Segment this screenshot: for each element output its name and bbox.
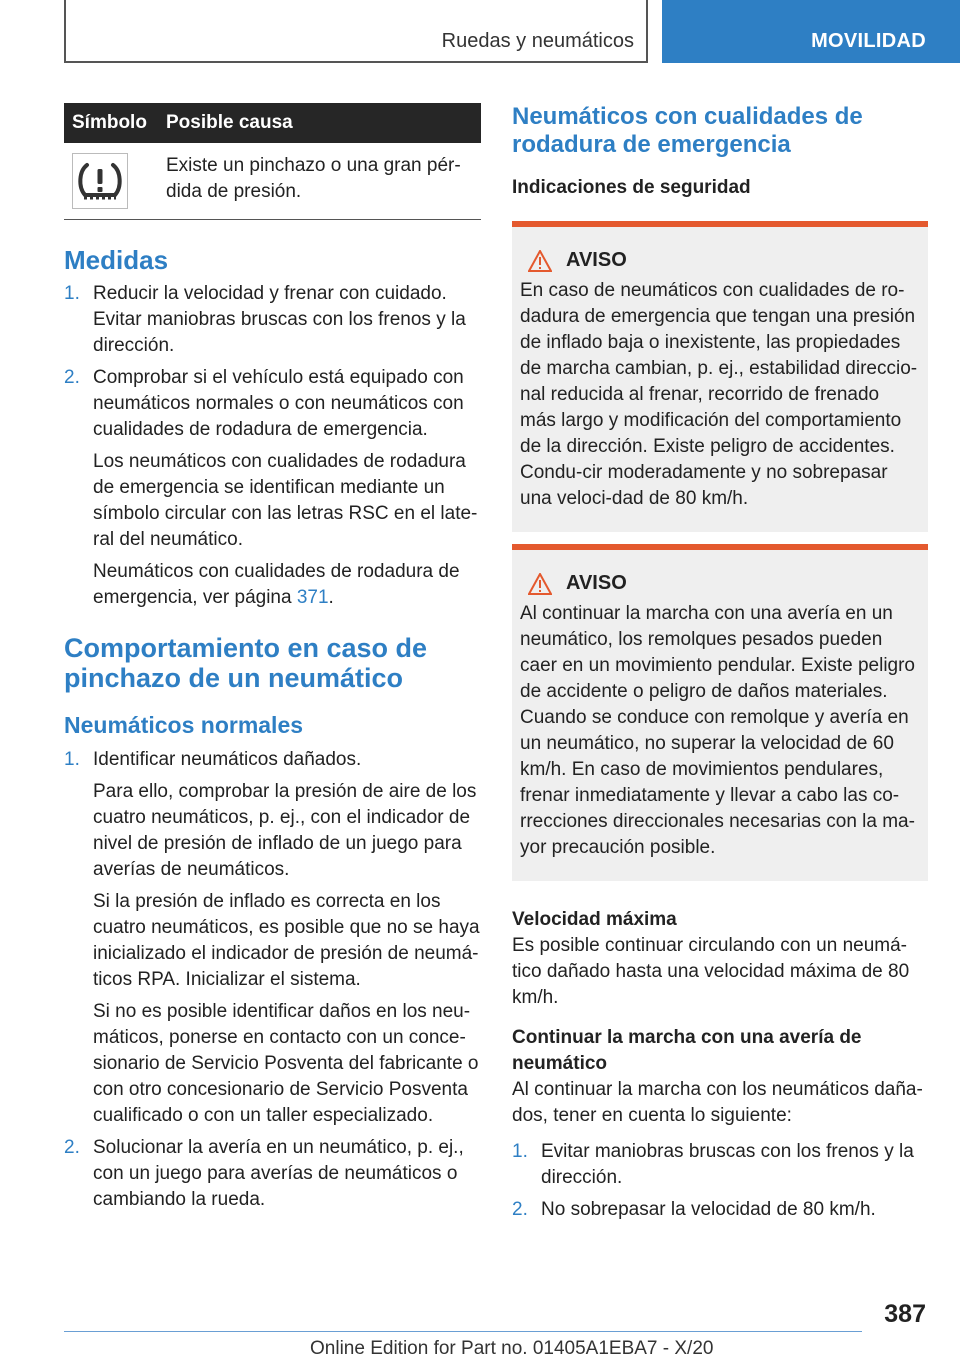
list-item — [64, 1135, 481, 1213]
max-speed-heading: Velocidad máxima — [512, 909, 677, 930]
header-chapter-tab — [662, 0, 960, 63]
step-text: Identificar neumáticos dañados. — [93, 749, 362, 770]
continue-driving-steps — [512, 1139, 928, 1223]
step-subtext-ref: Neumáticos con cualidades de rodadura de emergencia, ver página 371. — [93, 561, 460, 608]
page-number: 387 — [884, 1300, 926, 1328]
warning-label: AVISO — [566, 572, 627, 594]
warning-triangle-icon — [528, 573, 552, 595]
continue-driving-heading: Continuar la marcha con una avería de neumático — [512, 1027, 862, 1074]
step-subtext: Los neumáticos con cualidades de rodadura de emergencia se identifican mediante un símbolo circular con las letras RSC en el late-ral del neumático. — [93, 451, 478, 550]
warning-text: En caso de neumáticos con cualidades de ro-dadura de emergencia que tengan una presión de inflado baja o inexistente, las propiedades de marcha cambian, p. ej., estabilidad direccio-nal reducida al frenar, recorrido de frenado más largo y modificación del comportamiento de la dirección. Existe peligro de accidentes. Condu-cir moderadamente y no sobrepasar una veloci-dad de 80 km/h. — [520, 280, 918, 509]
step-subtext: Para ello, comprobar la presión de aire de los cuatro neumáticos, p. ej., con el indicador de nivel de presión de inflado de un juego para averías de neumáticos. — [93, 781, 477, 880]
warning-label: AVISO — [566, 249, 627, 271]
header-section-title: Ruedas y neumáticos — [441, 30, 634, 52]
cause-column-header: Posible causa — [154, 103, 481, 143]
medidas-heading: Medidas — [64, 245, 169, 275]
normal-tires-steps — [64, 747, 481, 1213]
step-subtext: Si la presión de inflado es correcta en los cuatro neumáticos, es posible que no se haya inicializado el indicador de presión de neumá-ticos RPA. Inicializar el sistema. — [93, 891, 480, 990]
list-item — [64, 365, 481, 611]
list-item — [64, 747, 481, 1129]
step-number: 1. — [512, 1141, 528, 1162]
step-text: Reducir la velocidad y frenar con cuidado. Evitar maniobras bruscas con los frenos y la dirección. — [93, 283, 466, 356]
safety-heading: Indicaciones de seguridad — [512, 177, 751, 198]
warning-text: Al continuar la marcha con una avería en un neumático, los remolques pesados pueden caer en un movimiento pendular. Existe peligro de accidente o peligro de daños materiales. Cuando se conduce con remolque y avería en un neumático, no superar la velocidad de 60 km/h. En caso de movimientos pendulares, frenar inmediatamente y llevar a cabo las co-rrecciones direccionales necesarias con la ma-yor precaución posible. — [520, 603, 916, 858]
cause-cell: Existe un pinchazo o una gran pér-dida de presión. — [154, 143, 481, 220]
symbol-table — [64, 103, 481, 220]
header-chapter-title: MOVILIDAD — [811, 30, 926, 52]
table-row — [64, 143, 481, 220]
runflat-heading: Neumáticos con cualidades de rodadura de emergencia — [512, 103, 863, 158]
header-section-box — [64, 0, 648, 63]
step-number: 2. — [64, 367, 80, 388]
warning-triangle-icon — [528, 250, 552, 272]
step-text: Evitar maniobras bruscas con los frenos y la dirección. — [541, 1141, 914, 1188]
step-number: 1. — [64, 283, 80, 304]
max-speed-text: Es posible continuar circulando con un neumá-tico dañado hasta una velocidad máxima de 80 km/h. — [512, 935, 910, 1008]
behaviour-heading: Comportamiento en caso de pinchazo de un neumático — [64, 633, 428, 693]
step-text: Solucionar la avería en un neumático, p. ej., con un juego para averías de neumáticos o cambiando la rueda. — [93, 1137, 464, 1210]
step-number: 1. — [64, 749, 80, 770]
footer-divider — [64, 1331, 862, 1332]
warning-box — [512, 221, 928, 532]
list-item — [64, 281, 481, 359]
page-reference-link[interactable]: 371 — [296, 587, 329, 608]
right-column — [512, 103, 928, 1223]
step-number: 2. — [512, 1199, 528, 1220]
normal-tires-heading: Neumáticos normales — [64, 712, 304, 738]
list-item — [512, 1197, 928, 1223]
list-item — [512, 1139, 928, 1191]
step-text: No sobrepasar la velocidad de 80 km/h. — [541, 1199, 876, 1220]
step-number: 2. — [64, 1137, 80, 1158]
footer-edition-text: Online Edition for Part no. 01405A1EBA7 - X/20 — [310, 1338, 714, 1359]
continue-driving-text: Al continuar la marcha con los neumáticos daña-dos, tener en cuenta lo siguiente: — [512, 1079, 923, 1126]
symbol-column-header: Símbolo — [64, 103, 154, 143]
warning-box — [512, 544, 928, 881]
left-column — [64, 103, 481, 1213]
tire-pressure-warning-icon — [72, 153, 128, 209]
medidas-steps — [64, 281, 481, 611]
step-subtext: Si no es posible identificar daños en los neu-máticos, ponerse en contacto con un conce-sionario de Servicio Posventa del fabricante o con otro concesionario de Servicio Posventa cualificado o con un taller especializado. — [93, 1001, 479, 1126]
step-text: Comprobar si el vehículo está equipado con neumáticos normales o con neumáticos con cualidades de rodadura de emergencia. — [93, 367, 464, 440]
